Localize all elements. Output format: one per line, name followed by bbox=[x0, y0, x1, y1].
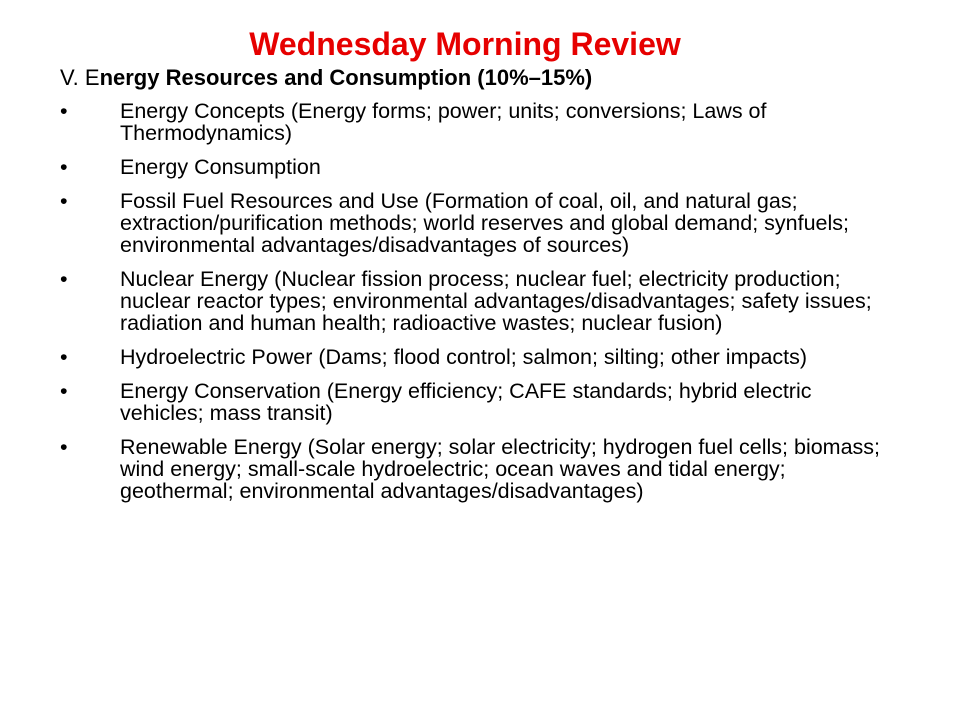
bullet-icon: • bbox=[60, 189, 68, 213]
list-item-text: Renewable Energy (Solar energy; solar electricity; hydrogen fuel cells; biomass; wind energy; small-scale hydroelectric; ocean waves and tidal energy; geothermal; environmental advantages/disadvantages) bbox=[120, 435, 881, 503]
list-item bbox=[60, 190, 900, 256]
section-heading-bold: nergy Resources and Consumption (10%–15%) bbox=[99, 65, 593, 90]
bullet-icon: • bbox=[60, 379, 68, 403]
topic-list bbox=[60, 100, 900, 514]
list-item-text: Hydroelectric Power (Dams; flood control; salmon; silting; other impacts) bbox=[120, 345, 808, 369]
list-item bbox=[60, 268, 900, 334]
list-item-text: Energy Conservation (Energy efficiency; CAFE standards; hybrid electric vehicles; mass transit) bbox=[120, 379, 812, 425]
section-heading-prefix: V. E bbox=[60, 65, 100, 90]
list-item-text: Nuclear Energy (Nuclear fission process; nuclear fuel; electricity production; nuclear reactor types; environmental advantages/disadvantages; safety issues; radiation and human health; radioactive wastes; nuclear fusion) bbox=[120, 267, 872, 335]
list-item bbox=[60, 380, 900, 424]
section-heading bbox=[60, 64, 592, 92]
bullet-icon: • bbox=[60, 345, 68, 369]
list-item bbox=[60, 100, 900, 144]
bullet-icon: • bbox=[60, 435, 68, 459]
list-item-text: Energy Concepts (Energy forms; power; units; conversions; Laws of Thermodynamics) bbox=[120, 99, 767, 145]
bullet-icon: • bbox=[60, 99, 68, 123]
list-item bbox=[60, 156, 900, 178]
bullet-icon: • bbox=[60, 155, 68, 179]
list-item bbox=[60, 436, 900, 502]
bullet-icon: • bbox=[60, 267, 68, 291]
list-item bbox=[60, 346, 900, 368]
list-item-text: Energy Consumption bbox=[120, 155, 321, 179]
slide-title: Wednesday Morning Review bbox=[249, 26, 681, 62]
list-item-text: Fossil Fuel Resources and Use (Formation of coal, oil, and natural gas; extraction/purification methods; world reserves and global demand; synfuels; environmental advantages/disadvantages of sources) bbox=[120, 189, 849, 257]
